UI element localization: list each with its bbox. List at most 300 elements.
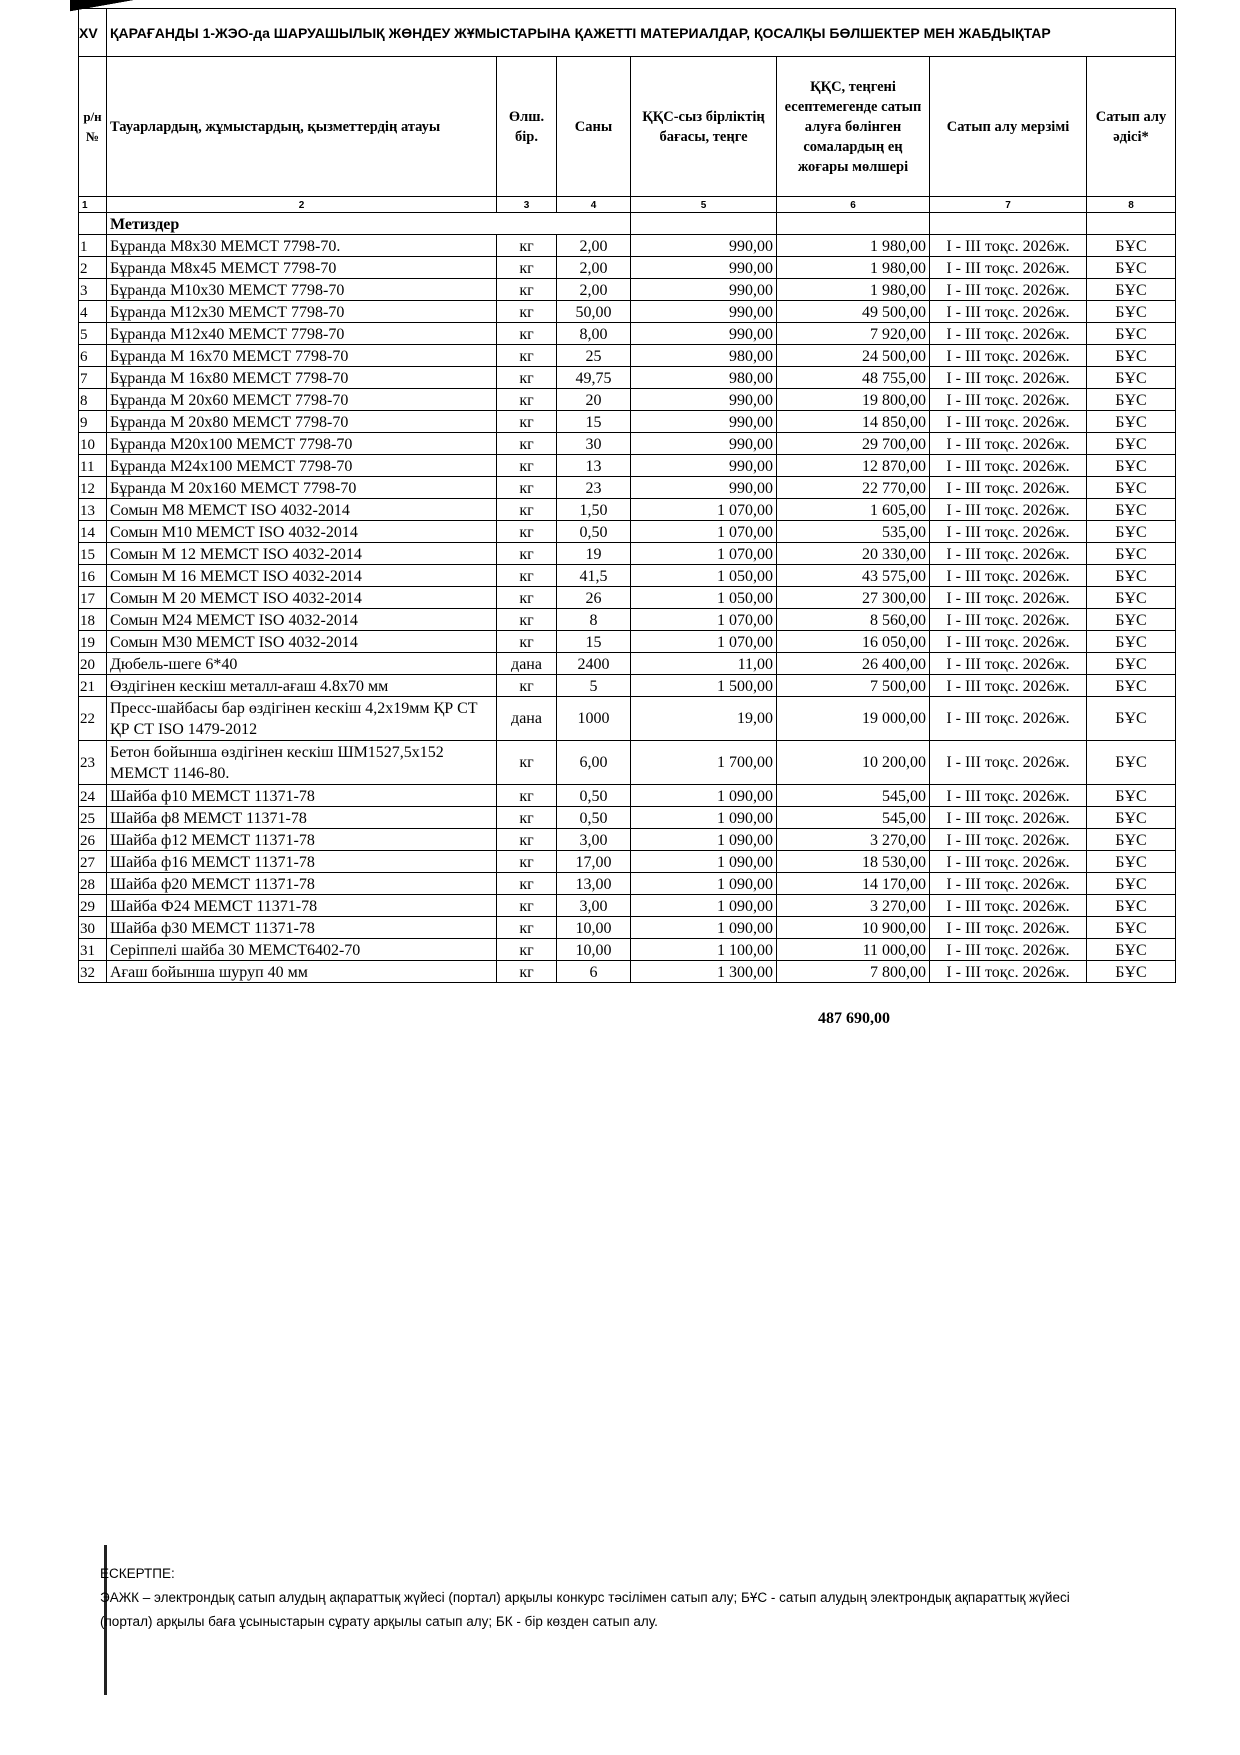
item-name: Ағаш бойынша шуруп 40 мм xyxy=(107,961,497,983)
quantity: 49,75 xyxy=(557,367,631,389)
unit-price: 990,00 xyxy=(631,323,777,345)
unit-price: 1 090,00 xyxy=(631,785,777,807)
purchase-term: I - III тоқс. 2026ж. xyxy=(930,499,1087,521)
purchase-method: БҰС xyxy=(1087,807,1176,829)
max-amount: 24 500,00 xyxy=(777,345,930,367)
item-name: Сомын М24 МЕМСТ ISO 4032-2014 xyxy=(107,609,497,631)
row-number: 11 xyxy=(79,455,107,477)
quantity: 2,00 xyxy=(557,235,631,257)
unit-price: 1 050,00 xyxy=(631,565,777,587)
item-name: Бұранда М10х30 МЕМСТ 7798-70 xyxy=(107,279,497,301)
table-row xyxy=(79,389,1176,411)
row-number: 23 xyxy=(79,741,107,785)
row-number: 5 xyxy=(79,323,107,345)
purchase-term: I - III тоқс. 2026ж. xyxy=(930,939,1087,961)
section-title: ҚАРАҒАНДЫ 1-ЖЭО-да ШАРУАШЫЛЫҚ ЖӨНДЕУ ЖҰМЫСТАРЫНА ҚАЖЕТТІ МАТЕРИАЛДАР, ҚОСАЛҚЫ БӨЛШЕКТЕР МЕН ЖАБДЫҚТАР xyxy=(107,9,1176,57)
item-name: Серіппелі шайба 30 МЕМСТ6402-70 xyxy=(107,939,497,961)
purchase-term: I - III тоқс. 2026ж. xyxy=(930,411,1087,433)
unit-price: 980,00 xyxy=(631,367,777,389)
quantity: 26 xyxy=(557,587,631,609)
unit: дана xyxy=(497,697,557,741)
quantity: 13,00 xyxy=(557,873,631,895)
row-number: 17 xyxy=(79,587,107,609)
quantity: 17,00 xyxy=(557,851,631,873)
purchase-method: БҰС xyxy=(1087,323,1176,345)
quantity: 8 xyxy=(557,609,631,631)
item-name: Шайба ф30 МЕМСТ 11371-78 xyxy=(107,917,497,939)
purchase-term: I - III тоқс. 2026ж. xyxy=(930,873,1087,895)
row-number: 18 xyxy=(79,609,107,631)
row-number: 30 xyxy=(79,917,107,939)
unit-price: 1 050,00 xyxy=(631,587,777,609)
quantity: 6 xyxy=(557,961,631,983)
purchase-term: I - III тоқс. 2026ж. xyxy=(930,653,1087,675)
unit: кг xyxy=(497,323,557,345)
unit: кг xyxy=(497,235,557,257)
table-row xyxy=(79,455,1176,477)
table-row xyxy=(79,939,1176,961)
table-row xyxy=(79,653,1176,675)
purchase-method: БҰС xyxy=(1087,873,1176,895)
item-name: Шайба ф12 МЕМСТ 11371-78 xyxy=(107,829,497,851)
purchase-method: БҰС xyxy=(1087,433,1176,455)
unit-price: 1 090,00 xyxy=(631,873,777,895)
procurement-table xyxy=(78,8,1176,983)
quantity: 0,50 xyxy=(557,521,631,543)
unit: кг xyxy=(497,565,557,587)
group-label: Метиздер xyxy=(107,213,631,235)
unit-price: 1 090,00 xyxy=(631,917,777,939)
row-number: 15 xyxy=(79,543,107,565)
purchase-method: БҰС xyxy=(1087,917,1176,939)
item-name: Бұранда М8х30 МЕМСТ 7798-70. xyxy=(107,235,497,257)
max-amount: 10 900,00 xyxy=(777,917,930,939)
purchase-method: БҰС xyxy=(1087,829,1176,851)
row-number: 14 xyxy=(79,521,107,543)
row-number: 21 xyxy=(79,675,107,697)
purchase-term: I - III тоқс. 2026ж. xyxy=(930,587,1087,609)
unit-price: 990,00 xyxy=(631,301,777,323)
row-number: 20 xyxy=(79,653,107,675)
table-row xyxy=(79,279,1176,301)
purchase-term: I - III тоқс. 2026ж. xyxy=(930,477,1087,499)
table-row xyxy=(79,917,1176,939)
item-name: Шайба ф10 МЕМСТ 11371-78 xyxy=(107,785,497,807)
unit: кг xyxy=(497,587,557,609)
unit: кг xyxy=(497,785,557,807)
table-row xyxy=(79,411,1176,433)
unit-price: 1 300,00 xyxy=(631,961,777,983)
unit: кг xyxy=(497,631,557,653)
unit: кг xyxy=(497,499,557,521)
unit-price: 990,00 xyxy=(631,455,777,477)
purchase-term: I - III тоқс. 2026ж. xyxy=(930,389,1087,411)
quantity: 0,50 xyxy=(557,807,631,829)
table-row xyxy=(79,785,1176,807)
purchase-method: БҰС xyxy=(1087,301,1176,323)
purchase-term: I - III тоқс. 2026ж. xyxy=(930,345,1087,367)
row-number: 1 xyxy=(79,235,107,257)
unit-price: 990,00 xyxy=(631,279,777,301)
item-name: Бұранда М12х40 МЕМСТ 7798-70 xyxy=(107,323,497,345)
purchase-method: БҰС xyxy=(1087,235,1176,257)
unit-price: 1 070,00 xyxy=(631,499,777,521)
unit: кг xyxy=(497,675,557,697)
quantity: 20 xyxy=(557,389,631,411)
column-number: 6 xyxy=(777,197,930,213)
purchase-term: I - III тоқс. 2026ж. xyxy=(930,565,1087,587)
item-name: Сомын М30 МЕМСТ ISO 4032-2014 xyxy=(107,631,497,653)
unit-price: 990,00 xyxy=(631,477,777,499)
item-name: Шайба ф16 МЕМСТ 11371-78 xyxy=(107,851,497,873)
table-row xyxy=(79,477,1176,499)
item-name: Бұранда М8х45 МЕМСТ 7798-70 xyxy=(107,257,497,279)
unit: кг xyxy=(497,895,557,917)
unit: кг xyxy=(497,455,557,477)
quantity: 50,00 xyxy=(557,301,631,323)
quantity: 5 xyxy=(557,675,631,697)
column-number: 1 xyxy=(79,197,107,213)
max-amount: 22 770,00 xyxy=(777,477,930,499)
purchase-method: БҰС xyxy=(1087,345,1176,367)
table-row xyxy=(79,499,1176,521)
purchase-method: БҰС xyxy=(1087,411,1176,433)
item-name: Сомын М 12 МЕМСТ ISO 4032-2014 xyxy=(107,543,497,565)
unit-price: 1 090,00 xyxy=(631,807,777,829)
max-amount: 19 800,00 xyxy=(777,389,930,411)
purchase-term: I - III тоқс. 2026ж. xyxy=(930,455,1087,477)
unit-price: 990,00 xyxy=(631,389,777,411)
max-amount: 14 850,00 xyxy=(777,411,930,433)
max-amount: 12 870,00 xyxy=(777,455,930,477)
purchase-method: БҰС xyxy=(1087,785,1176,807)
row-number: 24 xyxy=(79,785,107,807)
purchase-method: БҰС xyxy=(1087,543,1176,565)
unit: кг xyxy=(497,345,557,367)
quantity: 15 xyxy=(557,631,631,653)
table-row xyxy=(79,873,1176,895)
section-number: XV xyxy=(79,9,107,57)
purchase-method: БҰС xyxy=(1087,851,1176,873)
purchase-method: БҰС xyxy=(1087,477,1176,499)
table-row xyxy=(79,807,1176,829)
purchase-term: I - III тоқс. 2026ж. xyxy=(930,279,1087,301)
purchase-term: I - III тоқс. 2026ж. xyxy=(930,697,1087,741)
group-num xyxy=(79,213,107,235)
row-number: 31 xyxy=(79,939,107,961)
group-empty xyxy=(631,213,777,235)
purchase-term: I - III тоқс. 2026ж. xyxy=(930,917,1087,939)
row-number: 27 xyxy=(79,851,107,873)
item-name: Бұранда М 20х80 МЕМСТ 7798-70 xyxy=(107,411,497,433)
row-number: 9 xyxy=(79,411,107,433)
footnote-label: ЕСКЕРТПЕ: xyxy=(100,1566,175,1581)
item-name: Бұранда М 16х70 МЕМСТ 7798-70 xyxy=(107,345,497,367)
unit: кг xyxy=(497,477,557,499)
purchase-term: I - III тоқс. 2026ж. xyxy=(930,521,1087,543)
column-number-row xyxy=(79,197,1176,213)
max-amount: 3 270,00 xyxy=(777,829,930,851)
max-amount: 3 270,00 xyxy=(777,895,930,917)
unit: кг xyxy=(497,961,557,983)
max-amount: 545,00 xyxy=(777,807,930,829)
unit-price: 19,00 xyxy=(631,697,777,741)
unit-price: 990,00 xyxy=(631,433,777,455)
unit-price: 1 070,00 xyxy=(631,521,777,543)
grand-total: 487 690,00 xyxy=(818,1010,890,1027)
unit: кг xyxy=(497,367,557,389)
max-amount: 1 980,00 xyxy=(777,257,930,279)
purchase-method: БҰС xyxy=(1087,367,1176,389)
purchase-term: I - III тоқс. 2026ж. xyxy=(930,675,1087,697)
row-number: 6 xyxy=(79,345,107,367)
table-row xyxy=(79,367,1176,389)
max-amount: 1 980,00 xyxy=(777,279,930,301)
item-name: Бұранда М20х100 МЕМСТ 7798-70 xyxy=(107,433,497,455)
row-number: 16 xyxy=(79,565,107,587)
unit: кг xyxy=(497,609,557,631)
purchase-method: БҰС xyxy=(1087,631,1176,653)
purchase-method: БҰС xyxy=(1087,565,1176,587)
max-amount: 16 050,00 xyxy=(777,631,930,653)
purchase-term: I - III тоқс. 2026ж. xyxy=(930,741,1087,785)
purchase-term: I - III тоқс. 2026ж. xyxy=(930,367,1087,389)
item-name: Бұранда М24х100 МЕМСТ 7798-70 xyxy=(107,455,497,477)
quantity: 2400 xyxy=(557,653,631,675)
table-row xyxy=(79,829,1176,851)
footnote xyxy=(100,1562,1210,1634)
group-empty xyxy=(777,213,930,235)
row-number: 10 xyxy=(79,433,107,455)
unit-price: 990,00 xyxy=(631,235,777,257)
purchase-term: I - III тоқс. 2026ж. xyxy=(930,543,1087,565)
unit-price: 1 090,00 xyxy=(631,851,777,873)
unit-price: 990,00 xyxy=(631,257,777,279)
purchase-method: БҰС xyxy=(1087,587,1176,609)
table-row xyxy=(79,631,1176,653)
max-amount: 8 560,00 xyxy=(777,609,930,631)
unit: кг xyxy=(497,741,557,785)
purchase-method: БҰС xyxy=(1087,279,1176,301)
item-name: Пресс-шайбасы бар өздігінен кескіш 4,2х19мм ҚР СТ ҚР СТ ISO 1479-2012 xyxy=(107,697,497,741)
unit-price: 1 070,00 xyxy=(631,543,777,565)
unit: кг xyxy=(497,939,557,961)
unit: кг xyxy=(497,851,557,873)
unit-price: 1 090,00 xyxy=(631,829,777,851)
purchase-term: I - III тоқс. 2026ж. xyxy=(930,807,1087,829)
purchase-term: I - III тоқс. 2026ж. xyxy=(930,785,1087,807)
unit: кг xyxy=(497,829,557,851)
column-number: 8 xyxy=(1087,197,1176,213)
section-title-row xyxy=(79,9,1176,57)
unit: кг xyxy=(497,257,557,279)
row-number: 19 xyxy=(79,631,107,653)
unit: дана xyxy=(497,653,557,675)
unit: кг xyxy=(497,873,557,895)
purchase-term: I - III тоқс. 2026ж. xyxy=(930,609,1087,631)
header-price: ҚҚС-сыз бірліктің бағасы, теңге xyxy=(631,57,777,197)
max-amount: 10 200,00 xyxy=(777,741,930,785)
max-amount: 1 605,00 xyxy=(777,499,930,521)
unit-price: 990,00 xyxy=(631,411,777,433)
quantity: 3,00 xyxy=(557,829,631,851)
unit-price: 1 070,00 xyxy=(631,631,777,653)
purchase-method: БҰС xyxy=(1087,895,1176,917)
footnote-line-1: ЭАЖК – электрондық сатып алудың ақпараттық жүйесі (портал) арқылы конкурс тәсілімен сатып алу; БҰС - сатып алудың электрондық ақпараттық жүйесі xyxy=(100,1590,1070,1605)
quantity: 23 xyxy=(557,477,631,499)
purchase-method: БҰС xyxy=(1087,455,1176,477)
unit: кг xyxy=(497,917,557,939)
item-name: Бұранда М 16х80 МЕМСТ 7798-70 xyxy=(107,367,497,389)
item-name: Сомын М 16 МЕМСТ ISO 4032-2014 xyxy=(107,565,497,587)
quantity: 41,5 xyxy=(557,565,631,587)
unit: кг xyxy=(497,301,557,323)
purchase-method: БҰС xyxy=(1087,257,1176,279)
max-amount: 29 700,00 xyxy=(777,433,930,455)
table-row xyxy=(79,301,1176,323)
purchase-method: БҰС xyxy=(1087,939,1176,961)
purchase-method: БҰС xyxy=(1087,609,1176,631)
item-name: Дюбель-шеге 6*40 xyxy=(107,653,497,675)
header-name: Тауарлардың, жұмыстардың, қызметтердің атауы xyxy=(107,57,497,197)
item-name: Сомын М 20 МЕМСТ ISO 4032-2014 xyxy=(107,587,497,609)
row-number: 4 xyxy=(79,301,107,323)
row-number: 25 xyxy=(79,807,107,829)
purchase-term: I - III тоқс. 2026ж. xyxy=(930,829,1087,851)
row-number: 12 xyxy=(79,477,107,499)
unit: кг xyxy=(497,433,557,455)
table-row xyxy=(79,587,1176,609)
group-empty xyxy=(1087,213,1176,235)
unit-price: 1 070,00 xyxy=(631,609,777,631)
unit-price: 980,00 xyxy=(631,345,777,367)
table-row xyxy=(79,521,1176,543)
row-number: 13 xyxy=(79,499,107,521)
table-row xyxy=(79,741,1176,785)
header-qty: Саны xyxy=(557,57,631,197)
item-name: Өздігінен кескіш металл-ағаш 4.8х70 мм xyxy=(107,675,497,697)
row-number: 2 xyxy=(79,257,107,279)
unit: кг xyxy=(497,389,557,411)
item-name: Бұранда М 20х60 МЕМСТ 7798-70 xyxy=(107,389,497,411)
table-row xyxy=(79,323,1176,345)
unit: кг xyxy=(497,543,557,565)
max-amount: 49 500,00 xyxy=(777,301,930,323)
unit-price: 11,00 xyxy=(631,653,777,675)
footnote-line-2: (портал) арқылы баға ұсыныстарын сұрату арқылы сатып алу; БК - бір көзден сатып алу. xyxy=(100,1614,658,1629)
quantity: 13 xyxy=(557,455,631,477)
table-row xyxy=(79,609,1176,631)
item-name: Шайба ф8 МЕМСТ 11371-78 xyxy=(107,807,497,829)
quantity: 8,00 xyxy=(557,323,631,345)
quantity: 10,00 xyxy=(557,917,631,939)
table-row xyxy=(79,895,1176,917)
column-number: 4 xyxy=(557,197,631,213)
unit-price: 1 090,00 xyxy=(631,895,777,917)
purchase-method: БҰС xyxy=(1087,741,1176,785)
purchase-method: БҰС xyxy=(1087,653,1176,675)
purchase-term: I - III тоқс. 2026ж. xyxy=(930,323,1087,345)
header-method: Сатып алу әдісі* xyxy=(1087,57,1176,197)
row-number: 28 xyxy=(79,873,107,895)
purchase-method: БҰС xyxy=(1087,499,1176,521)
procurement-document xyxy=(78,8,1175,983)
table-row xyxy=(79,675,1176,697)
column-number: 5 xyxy=(631,197,777,213)
max-amount: 48 755,00 xyxy=(777,367,930,389)
max-amount: 43 575,00 xyxy=(777,565,930,587)
unit: кг xyxy=(497,521,557,543)
max-amount: 14 170,00 xyxy=(777,873,930,895)
max-amount: 20 330,00 xyxy=(777,543,930,565)
row-number: 29 xyxy=(79,895,107,917)
max-amount: 1 980,00 xyxy=(777,235,930,257)
row-number: 32 xyxy=(79,961,107,983)
purchase-term: I - III тоқс. 2026ж. xyxy=(930,301,1087,323)
item-name: Шайба Ф24 МЕМСТ 11371-78 xyxy=(107,895,497,917)
table-row xyxy=(79,235,1176,257)
max-amount: 18 530,00 xyxy=(777,851,930,873)
item-name: Бұранда М 20х160 МЕМСТ 7798-70 xyxy=(107,477,497,499)
table-row xyxy=(79,851,1176,873)
table-row xyxy=(79,433,1176,455)
header-unit: Өлш. бір. xyxy=(497,57,557,197)
max-amount: 7 920,00 xyxy=(777,323,930,345)
group-row xyxy=(79,213,1176,235)
table-row xyxy=(79,543,1176,565)
quantity: 2,00 xyxy=(557,279,631,301)
quantity: 1000 xyxy=(557,697,631,741)
header-num: р/н № xyxy=(79,57,107,197)
row-number: 7 xyxy=(79,367,107,389)
quantity: 15 xyxy=(557,411,631,433)
header-term: Сатып алу мерзімі xyxy=(930,57,1087,197)
unit-price: 1 100,00 xyxy=(631,939,777,961)
purchase-term: I - III тоқс. 2026ж. xyxy=(930,631,1087,653)
unit: кг xyxy=(497,807,557,829)
unit: кг xyxy=(497,411,557,433)
max-amount: 7 800,00 xyxy=(777,961,930,983)
row-number: 3 xyxy=(79,279,107,301)
table-row xyxy=(79,345,1176,367)
column-number: 7 xyxy=(930,197,1087,213)
quantity: 19 xyxy=(557,543,631,565)
purchase-term: I - III тоқс. 2026ж. xyxy=(930,895,1087,917)
purchase-term: I - III тоқс. 2026ж. xyxy=(930,433,1087,455)
purchase-method: БҰС xyxy=(1087,697,1176,741)
max-amount: 26 400,00 xyxy=(777,653,930,675)
group-empty xyxy=(930,213,1087,235)
max-amount: 545,00 xyxy=(777,785,930,807)
purchase-method: БҰС xyxy=(1087,675,1176,697)
purchase-term: I - III тоқс. 2026ж. xyxy=(930,235,1087,257)
table-row xyxy=(79,565,1176,587)
table-row xyxy=(79,257,1176,279)
column-number: 2 xyxy=(107,197,497,213)
quantity: 2,00 xyxy=(557,257,631,279)
purchase-method: БҰС xyxy=(1087,389,1176,411)
table-row xyxy=(79,697,1176,741)
purchase-term: I - III тоқс. 2026ж. xyxy=(930,257,1087,279)
max-amount: 535,00 xyxy=(777,521,930,543)
item-name: Шайба ф20 МЕМСТ 11371-78 xyxy=(107,873,497,895)
quantity: 30 xyxy=(557,433,631,455)
item-name: Бетон бойынша өздігінен кескіш ШМ1527,5х152 МЕМСТ 1146-80. xyxy=(107,741,497,785)
purchase-term: I - III тоқс. 2026ж. xyxy=(930,851,1087,873)
purchase-term: I - III тоқс. 2026ж. xyxy=(930,961,1087,983)
header-row xyxy=(79,57,1176,197)
unit-price: 1 700,00 xyxy=(631,741,777,785)
